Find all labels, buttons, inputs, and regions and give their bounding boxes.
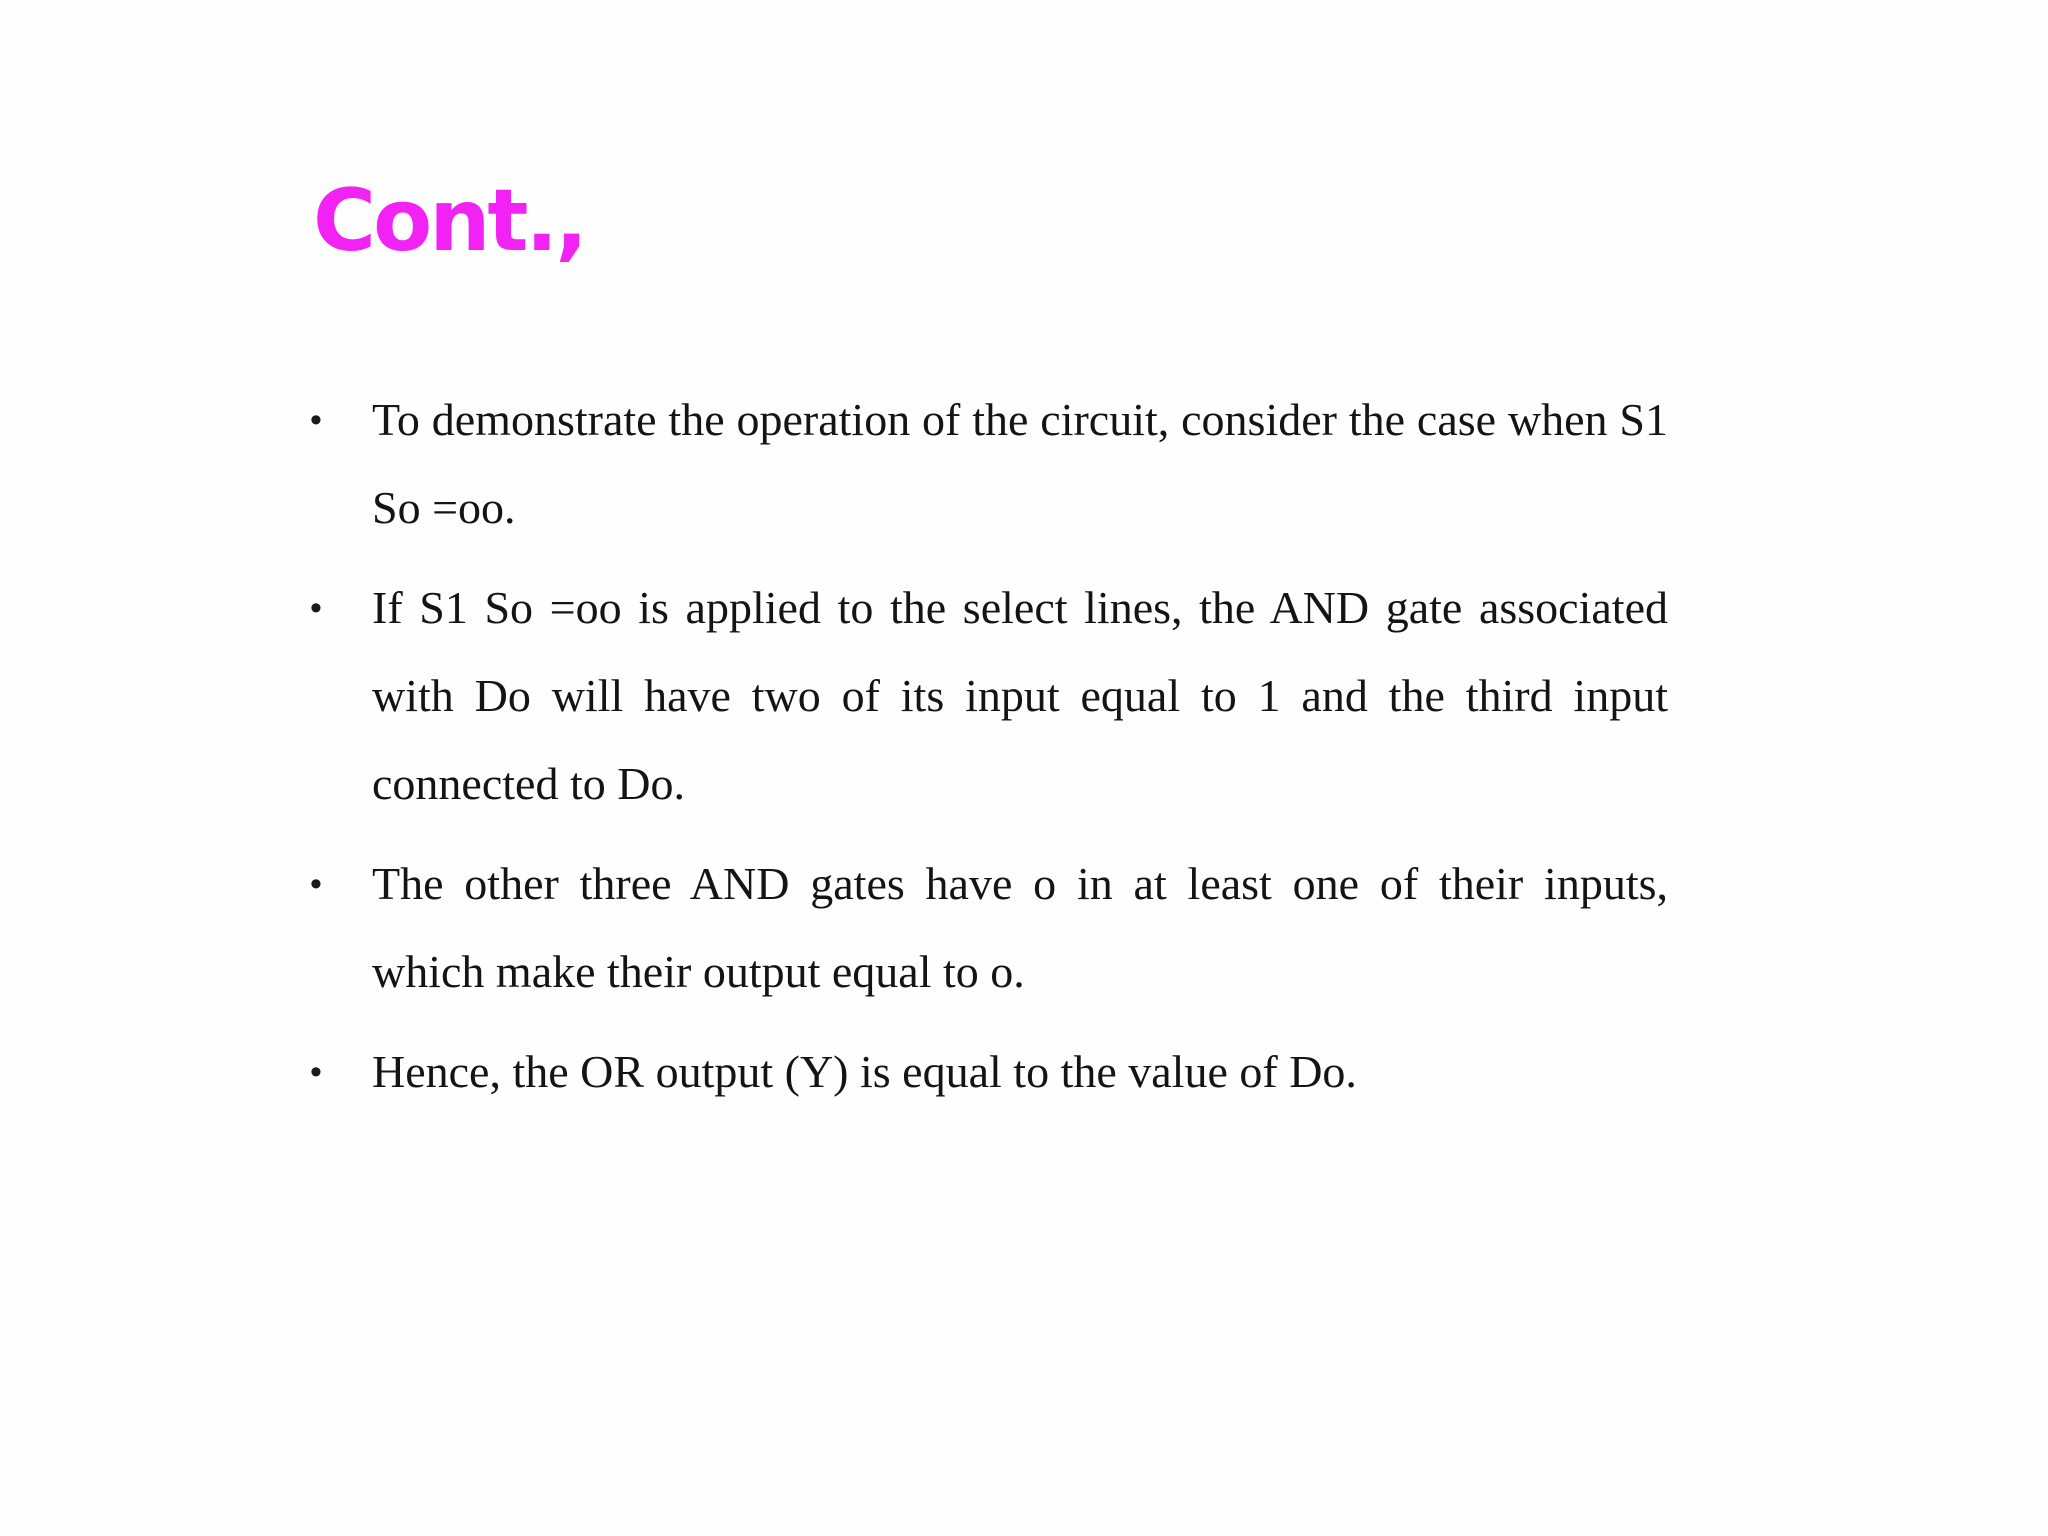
- bullet-list: [310, 376, 1668, 1128]
- bullet-text: To demonstrate the operation of the circuit, consider the case when S1 So =oo.: [372, 394, 1668, 533]
- list-item: [310, 376, 1668, 552]
- list-item: [310, 1028, 1668, 1116]
- bullet-text: If S1 So =oo is applied to the select lines, the AND gate associated with Do will have two of its input equal to 1 and the third input connected to Do.: [372, 582, 1668, 809]
- slide-title: Cont.,: [313, 171, 585, 271]
- bullet-icon: •: [310, 401, 322, 439]
- list-item: [310, 564, 1668, 828]
- bullet-icon: •: [310, 1053, 322, 1091]
- bullet-icon: •: [310, 865, 322, 903]
- list-item: [310, 840, 1668, 1016]
- bullet-text: Hence, the OR output (Y) is equal to the value of Do.: [372, 1046, 1357, 1097]
- bullet-text: The other three AND gates have o in at least one of their inputs, which make their output equal to o.: [372, 858, 1668, 997]
- bullet-icon: •: [310, 589, 322, 627]
